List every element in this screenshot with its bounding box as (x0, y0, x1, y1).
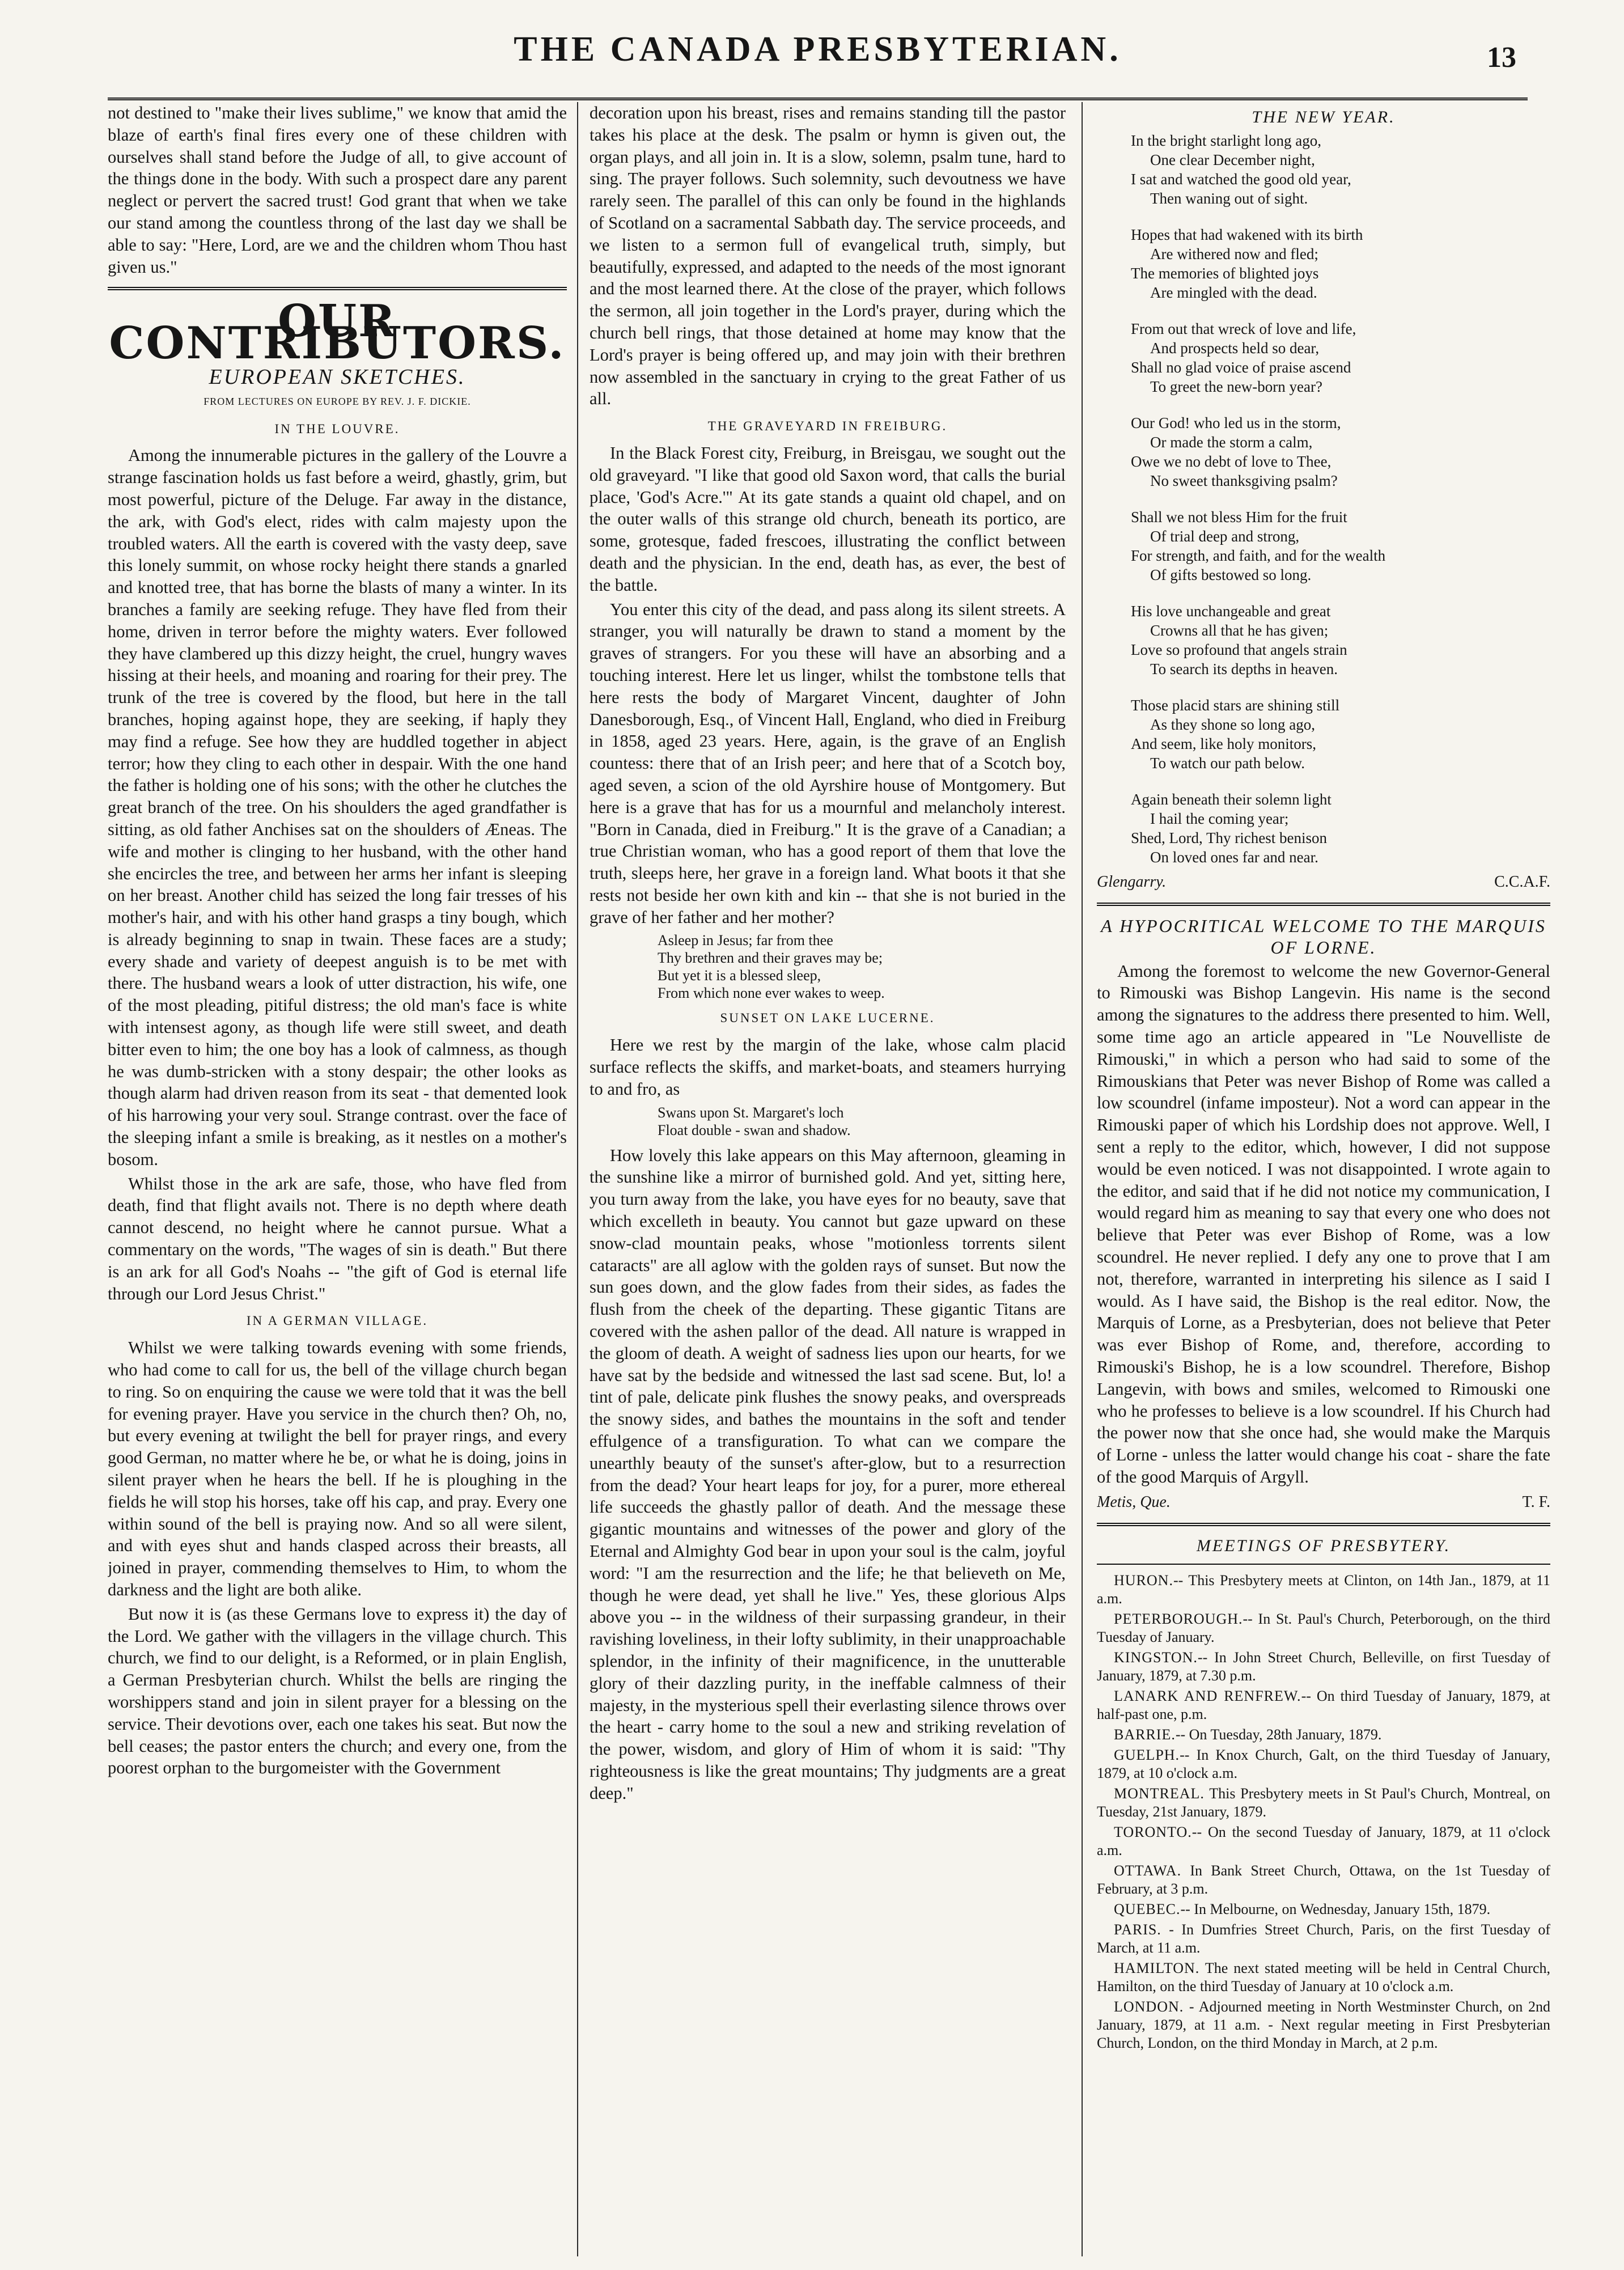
poem-line: Are mingled with the dead. (1150, 283, 1317, 301)
poem-line: On loved ones far and near. (1150, 848, 1318, 866)
poem-line: Owe we no debt of love to Thee, (1131, 452, 1332, 470)
poem-line: Or made the storm a calm, (1150, 433, 1313, 451)
meeting-details: This Presbytery meets in St Paul's Church, Montreal, on Tuesday, 21st January, 1879. (1097, 1785, 1550, 1820)
column-1 (108, 102, 567, 2256)
poem-line: Those placid stars are shining still (1131, 696, 1340, 714)
verse-quote (658, 931, 1066, 1002)
poem-line: To greet the new-born year? (1150, 378, 1322, 395)
presbytery-name: HAMILTON. (1114, 1960, 1200, 1977)
presbytery-name: KINGSTON. (1114, 1649, 1198, 1666)
verse-quote (658, 1104, 1066, 1139)
verse-line: But yet it is a blessed sleep, (658, 967, 821, 984)
meeting-details: -- On third Tuesday of January, 1879, at half-past one, p.m. (1097, 1688, 1550, 1723)
paragraph: In the Black Forest city, Freiburg, in Breisgau, we sought out the old graveyard. "I like that good old Saxon word, that calls the burial place, 'God's Acre.'" At its gate stands a quaint old chapel, and on the outer walls of this strange old church, beneath its portico, are some, grotesque, faded frescoes, illustrating the conflict between death and the physician. In the end, death has, as ever, the best of the battle. (590, 443, 1066, 595)
paragraph: Among the innumerable pictures in the gallery of the Louvre a strange fascination holds us fast before a weird, ghastly, grim, but most powerful, picture of the Deluge. Far away in the distance, the ark, with God's elect, rides with calm majesty upon the troubled waters. All the earth is covered with the vasty deep, save this lonely summit, on whose rocky height there stands a gnarled and knotted tree, that has borne the blasts of many a winter. In its branches a family are seeking refuge. They have fled from their home, driven in terror before the mighty waters. Ever followed they have clambered up this dizzy height, the cruel, hungry waves hissing at their heels, and moaning and roaring for their prey. The trunk of the tree is covered by the flood, but here in the tall branches, hoping against hope, they are seeking, if haply they may find a refuge. See how they are huddled together in abject terror; how they cling to each other in despair. With the one hand the father is holding one of his sons; with the other he clutches the great branch of the tree. On his shoulders the aged grandfather is sitting, as old father Anchises sat on the shoulders of Æneas. The wife and mother is clinging to her husband, with the other hand she encircles the tree, and between her arms her infant is sleeping on her breast. Another child has seized the long fair tresses of his mother's hair, and with his other hand grasps a tiny bough, which is already beginning to snap in twain. These faces are a study; every shade and variety of deepest anguish is to be met with there. The husband wears a look of utter distraction, his wife, one of the most pleading, pitiful distress; the old man's face is white with intensest agony, as though life were still sweet, and death bitter even to him; the one boy has a look of calmness, as though he was dumb-stricken with a stony despair; the other looks as though alarm had driven reason from its seat - that demented look of his harrowing your very soul. Strange contrast. over the face of the sleeping infant a smile is breaking, as it nestles on a mother's bosom. (108, 446, 567, 1169)
poem-line: Again beneath their solemn light (1131, 790, 1332, 808)
page-number: 13 (1487, 41, 1516, 74)
verse-line: From which none ever wakes to weep. (658, 985, 885, 1002)
poem-line: Of trial deep and strong, (1150, 527, 1300, 545)
poem-line: Shall we not bless Him for the fruit (1131, 508, 1347, 526)
presbytery-name: HURON. (1114, 1572, 1173, 1589)
poem-line: Hopes that had wakened with its birth (1131, 226, 1363, 243)
poem-line: Our God! who led us in the storm, (1131, 414, 1341, 431)
section-rule (108, 287, 567, 290)
meeting-entry (1097, 1921, 1550, 1957)
poem-line: In the bright starlight long ago, (1131, 132, 1321, 149)
verse-line: Thy brethren and their graves may be; (658, 950, 883, 967)
paragraph: But now it is (as these Germans love to express it) the day of the Lord. We gather with the villagers in the village church. This church, we find to our delight, is a Reformed, or in plain English, a German Presbyterian church. Whilst the bells are ringing the worshippers stand and join in silent prayer for a blessing on the service. Their devotions over, each one takes his seat. But now the bell ceases; the pastor enters the church; and every one, from the poorest orphan to the burgomeister with the Government (108, 1604, 567, 1778)
meeting-details: -- On Tuesday, 28th January, 1879. (1175, 1726, 1382, 1743)
article-byline: FROM LECTURES ON EUROPE BY REV. J. F. DICKIE. (203, 395, 471, 407)
article-title: EUROPEAN SKETCHES. (209, 365, 466, 389)
poem-line: I hail the coming year; (1150, 810, 1289, 827)
verse-line: Swans upon St. Margaret's loch (658, 1104, 844, 1121)
letter-place: Metis, Que. (1097, 1493, 1171, 1511)
meeting-details: -- In Melbourne, on Wednesday, January 15th, 1879. (1180, 1901, 1491, 1918)
presbytery-name: MONTREAL. (1114, 1785, 1205, 1802)
letter-title: A HYPOCRITICAL WELCOME TO THE MARQUIS OF LORNE. (1101, 915, 1546, 958)
meeting-details: -- In Knox Church, Galt, on the third Tuesday of January, 1879, at 10 o'clock a.m. (1097, 1747, 1550, 1782)
paragraph: Among the foremost to welcome the new Governor-General to Rimouski was Bishop Langevin. His name is the second among the signatures to the address there presented to him. Well, some time ago an article appeared in "Le Nouvelliste de Rimouski," in which a person who had said to some of the Rimouskians that Peter was never Bishop of Rome was called a low scoundrel (infame imposteur). Not a word can appear in the Rimouski paper of which his Lordship does not approve. Well, I sent a reply to the editor, which, however, I did not suppose would be even noticed. I was not disappointed. I wrote again to the editor, and said that if he did not notice my communication, I would regard him as meaning to say that every one who does not believe that Peter was ever Bishop of Rome, was a low scoundrel. He never replied. I defy any one to prove that I am not, therefore, warranted in interpreting his silence as I said I would. As I have said, the Bishop is the real editor. Now, the Marquis of Lorne, as a Presbyterian, does not believe that Peter was ever Bishop of Rome, and, therefore, according to Rimouski's Bishop, he is a low scoundrel. Therefore, Bishop Langevin, with bows and smiles, welcomed to Rimouski one who he professes to believe is a low scoundrel. If his Church had the power now that she once had, she would make the Marquis of Lorne - unless the latter would change his coat - share the fate of the good Marquis of Argyll. (1097, 961, 1550, 1486)
newspaper-title: THE CANADA PRESBYTERIAN. (514, 30, 1122, 69)
meeting-details: -- In St. Paul's Church, Peterborough, on the third Tuesday of January. (1097, 1611, 1550, 1646)
presbytery-name: PARIS. (1114, 1921, 1161, 1938)
poem-line: Shed, Lord, Thy richest benison (1131, 829, 1327, 846)
presbytery-name: QUEBEC. (1114, 1901, 1181, 1918)
poem-signature (1097, 871, 1550, 893)
poem-stanza (1131, 131, 1550, 208)
meeting-entry (1097, 1746, 1550, 1782)
poem-line: And prospects held so dear, (1150, 339, 1320, 357)
poem-line: And seem, like holy monitors, (1131, 735, 1316, 752)
paragraph: You enter this city of the dead, and pass along its silent streets. A stranger, you will naturally be drawn to stand a moment by the graves of strangers. For you these will have an absorbing and a touching interest. Here let us linger, whilst the tombstone tells that here rests the body of Margaret Vincent, daughter of John Danesborough, Esq., of Vincent Hall, England, who died in Freiburg in 1858, aged 23 years. Here, again, is the grave of an English countess: there that of an Irish peer; and here that of a Scotch boy, aged seven, a scion of the old Ayrshire house of Montgomery. But here is a grave that has for us a mournful and melancholy interest. "Born in Canada, died in Freiburg." It is the grave of a Canadian; a true Christian woman, who has a good report of them that love the truth, sleeps here, her grave in a foreign land. What boots it that she rests not beside her own kith and kin -- that she is not buried in the grave of her father and her mother? (590, 599, 1066, 927)
poem-line: Shall no glad voice of praise ascend (1131, 358, 1351, 376)
meeting-entry (1097, 1862, 1550, 1898)
poem-line: One clear December night, (1150, 151, 1315, 168)
meeting-details: In Bank Street Church, Ottawa, on the 1st Tuesday of February, at 3 p.m. (1097, 1862, 1550, 1898)
verse-line: Asleep in Jesus; far from thee (658, 932, 833, 949)
meetings-title: MEETINGS OF PRESBYTERY. (1196, 1536, 1451, 1555)
poem-line: Are withered now and fled; (1150, 245, 1318, 262)
poem-stanza (1131, 790, 1550, 867)
verse-line: Float double - swan and shadow. (658, 1121, 851, 1138)
column-divider (577, 102, 578, 2256)
column-2 (590, 102, 1066, 2256)
subheading-lake-lucerne: SUNSET ON LAKE LUCERNE. (720, 1011, 935, 1026)
presbytery-name: OTTAWA. (1114, 1862, 1182, 1879)
presbytery-name: GUELPH. (1114, 1747, 1180, 1764)
poem-line: Love so profound that angels strain (1131, 641, 1347, 658)
poem-stanza (1131, 602, 1550, 679)
poem-line: No sweet thanksgiving psalm? (1150, 472, 1338, 489)
section-rule (1097, 1523, 1550, 1526)
presbytery-name: TORONTO. (1114, 1824, 1192, 1841)
meeting-entry (1097, 1610, 1550, 1646)
poem-line: As they shone so long ago, (1150, 715, 1315, 733)
meeting-details: The next stated meeting will be held in Central Church, Hamilton, on the third Tuesday of January at 10 o'clock a.m. (1097, 1960, 1550, 1995)
meeting-entry (1097, 1998, 1550, 2052)
meeting-details: -- In John Street Church, Belleville, on first Tuesday of January, 1879, at 7.30 p.m. (1097, 1649, 1550, 1684)
poem-author: C.C.A.F. (1494, 873, 1550, 891)
meeting-entry (1097, 1785, 1550, 1821)
meeting-entry (1097, 1959, 1550, 1996)
poem-stanza (1131, 225, 1550, 302)
divider (1097, 1564, 1550, 1565)
poem-title: THE NEW YEAR. (1252, 108, 1396, 126)
meeting-entry (1097, 1572, 1550, 1608)
presbytery-name: LONDON. (1114, 1998, 1184, 2015)
paragraph: Whilst those in the ark are safe, those, who have fled from death, find that flight avails not. There is no depth where death cannot descend, no height where he cannot pursue. What a commentary on the words, "The wages of sin is death." But there is an ark for all God's Noahs -- "the gift of God is eternal life through our Lord Jesus Christ." (108, 1174, 567, 1303)
poem-line: Of gifts bestowed so long. (1150, 566, 1312, 583)
presbytery-name: LANARK AND RENFREW. (1114, 1688, 1301, 1705)
poem-line: His love unchangeable and great (1131, 602, 1331, 620)
poem (1131, 131, 1550, 867)
column-divider (1082, 102, 1083, 2256)
poem-line: For strength, and faith, and for the wealth (1131, 547, 1386, 564)
meeting-entry (1097, 1823, 1550, 1860)
paragraph: Whilst we were talking towards evening with some friends, who had come to call for us, the bell of the village church began to ring. So on enquiring the cause we were told that it was the bell for evening prayer. Have you service in the church then? Oh, no, but every evening at twilight the bell for prayer rings, and every good German, no matter where he be, or what he is doing, joins in silent prayer when he hears the bell. If he is ploughing in the fields he will stop his horses, take off his cap, and pray. Every one within sound of the bell is praying now. And so all were silent, and with eyes shut and hands clasped across their breasts, all joined in prayer, commending themselves to Him, to whom the darkness and the light are both alike. (108, 1338, 567, 1599)
poem-line: I sat and watched the good old year, (1131, 170, 1351, 188)
meetings-list (1097, 1572, 1550, 2052)
paragraph: How lovely this lake appears on this May afternoon, gleaming in the sunshine like a mirror of burnished gold. And yet, sitting here, you turn away from the lake, you have eyes for no beauty, save that which excelleth in beauty. You cannot but gaze upward on these snow-clad mountain peaks, whose "motionless torrents silent cataracts" are all aglow with the golden rays of sunset. But now the sun goes down, and the glow fades from their sides, as fades the flush from the cheek of the departing. These gigantic Titans are covered with the ashen pallor of the dead. All nature is wrapped in the gloom of death. A weight of sadness lies upon our hearts, for we have sat by the bedside and witnessed the last sad scene. But, lo! a tint of pale, delicate pink flushes the snowy peaks, and overspreads the snowy sides, and bathes the mountains in the soft and tender effulgence of a transfiguration. To what can we compare the unearthly beauty of the sunset's after-glow, but to a resurrection from the dead? Your heart leaps for joy, for a purer, more ethereal life succeeds the ghastly pallor of death. And the message these gigantic mountains and witnesses of the power and glory of the Eternal and Almighty God bear in upon your soul is the calm, joyful word: "I am the resurrection and the life; he that believeth on Me, though he were dead, yet shall he live." Yes, these glorious Alps above you -- in the wildness of their surpassing grandeur, in their ravishing loveliness, in their lofty sublimity, in their unapproachable splendor, in the infinity of their magnificence, in the unutterable glory of their dazzling purity, in the ineffable calmness of their majesty, in the mysterious spell their everlasting silence throws over the heart - carry home to the soul a new and striking revelation of the power, wisdom, and glory of Him of whom it is said: "Thy righteousness is like the great mountains; Thy judgments are a great deep." (590, 1145, 1066, 1803)
meeting-details: -- On the second Tuesday of January, 1879, at 11 o'clock a.m. (1097, 1824, 1550, 1859)
letter-signature (1097, 1492, 1550, 1514)
presbytery-name: PETERBOROUGH. (1114, 1611, 1243, 1628)
poem-line: To search its depths in heaven. (1150, 660, 1338, 677)
section-title: OUR CONTRIBUTORS. (109, 295, 566, 370)
presbytery-name: BARRIE. (1114, 1726, 1176, 1743)
subheading-german-village: IN A GERMAN VILLAGE. (246, 1314, 429, 1328)
poem-line: Then waning out of sight. (1150, 189, 1308, 207)
meeting-details: -- This Presbytery meets at Clinton, on 14th Jan., 1879, at 11 a.m. (1097, 1572, 1550, 1607)
masthead (108, 12, 1528, 100)
poem-line: The memories of blighted joys (1131, 264, 1319, 282)
article-continuation: not destined to "make their lives sublime," we know that amid the blaze of earth's final fires every one of these children with ourselves shall stand before the Judge of all, to give account of the things done in the body. With such a prospect dare any parent neglect or pervert the sacred trust! God grant that when we take our stand among the countless throng of the last day we shall be able to say: "Here, Lord, are we and the children whom Thou hast given us." (108, 103, 567, 277)
section-rule (1097, 903, 1550, 906)
paragraph: decoration upon his breast, rises and remains standing till the pastor takes his place at the desk. The psalm or hymn is given out, the organ plays, and all join in. It is a slow, solemn, psalm tune, hard to sing. The prayer follows. Such solemnity, such devoutness we have rarely seen. The parallel of this can only be found in the highlands of Scotland on a sacramental Sabbath day. The service proceeds, and we listen to a sermon full of evangelical truth, simply, but beautifully, expressed, and adapted to the needs of the most ignorant and the most learned there. At the close of the prayer, which follows the sermon, all join together in the Lord's prayer, during which the church bell rings, that those detained at home may know that the Lord's prayer is being offered up, and may join with their brethren now assembled in the sanctuary in crying to the great Father of us all. (590, 103, 1066, 409)
meeting-details: - Adjourned meeting in North Westminster Church, on 2nd January, 1879, at 11 a.m. - Next regular meeting in First Presbyterian Church, London, on the third Monday in March, at 2 p.m. (1097, 1998, 1550, 2052)
meeting-entry (1097, 1649, 1550, 1685)
subheading-louvre: IN THE LOUVRE. (274, 421, 400, 436)
poem-line: From out that wreck of love and life, (1131, 320, 1356, 337)
poem-line: To watch our path below. (1150, 754, 1305, 772)
meeting-entry (1097, 1726, 1550, 1744)
poem-stanza (1131, 507, 1550, 585)
letter-author: T. F. (1522, 1493, 1550, 1511)
poem-line: Crowns all that he has given; (1150, 621, 1329, 639)
meeting-entry (1097, 1900, 1550, 1919)
subheading-graveyard: THE GRAVEYARD IN FREIBURG. (707, 419, 948, 434)
meeting-entry (1097, 1687, 1550, 1723)
poem-stanza (1131, 319, 1550, 396)
meeting-details: - In Dumfries Street Church, Paris, on the first Tuesday of March, at 11 a.m. (1097, 1921, 1550, 1956)
poem-stanza (1131, 413, 1550, 490)
poem-place: Glengarry. (1097, 873, 1167, 891)
paragraph: Here we rest by the margin of the lake, whose calm placid surface reflects the skiffs, and market-boats, and steamers hurrying to and fro, as (590, 1035, 1066, 1099)
poem-stanza (1131, 696, 1550, 773)
column-3 (1097, 102, 1550, 2256)
